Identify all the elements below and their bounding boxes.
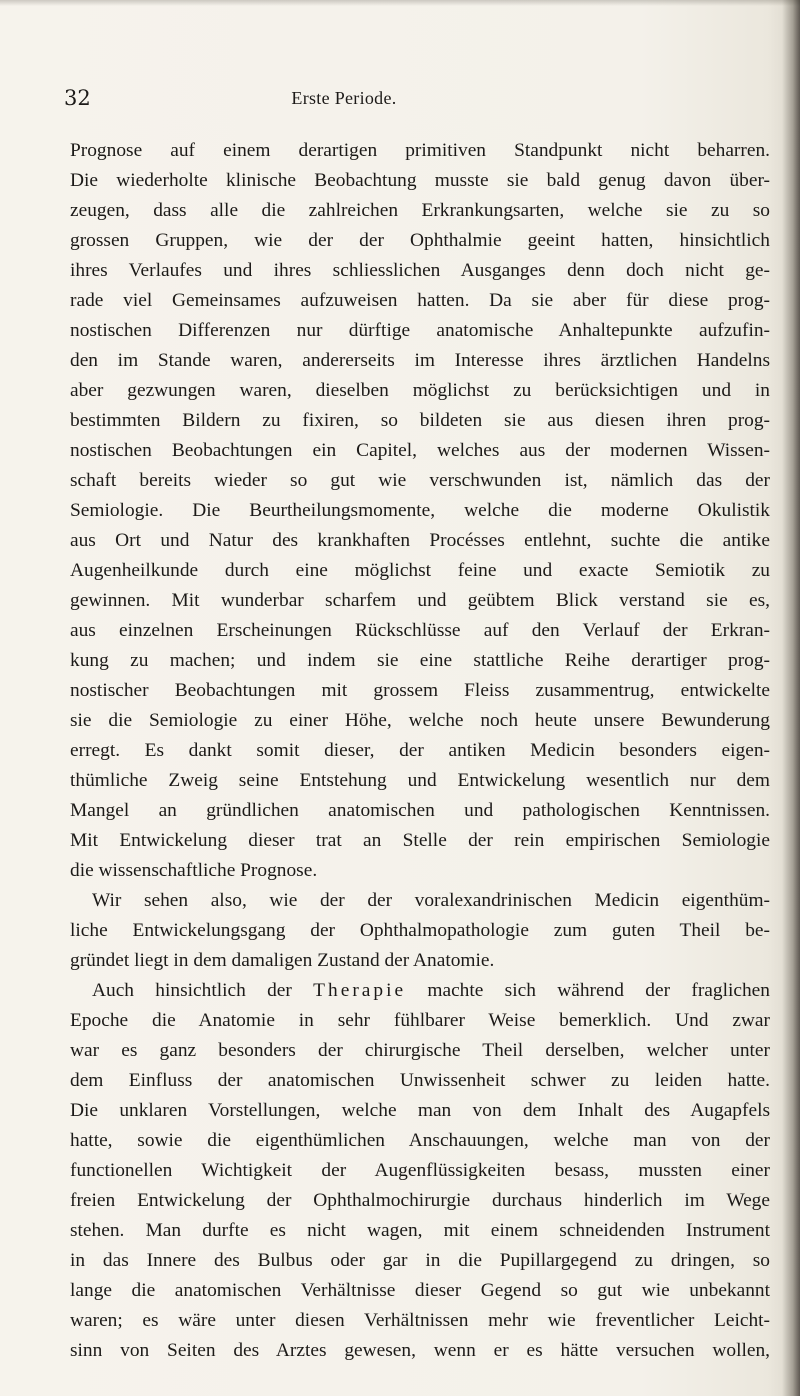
text-line: lange die anatomischen Verhältnisse dieser Gegend so gut wie unbekannt (70, 1280, 770, 1301)
text-line: gewinnen. Mit wunderbar scharfem und geübtem Blick verstand sie es, (70, 590, 770, 611)
paragraph-end-line: die wissenschaftliche Prognose. (70, 860, 318, 881)
text-line: dem Einfluss der anatomischen Unwissenheit schwer zu leiden hatte. (70, 1070, 770, 1091)
text-line: Prognose auf einem derartigen primitiven Standpunkt nicht beharren. (70, 140, 770, 161)
running-head: Erste Periode. (291, 88, 397, 108)
text-line: aus einzelnen Erscheinungen Rückschlüsse auf den Verlauf der Erkran- (70, 620, 770, 641)
text-line: kung zu machen; und indem sie eine stattliche Reihe derartiger prog- (70, 650, 770, 671)
text-line: Mangel an gründlichen anatomischen und pathologischen Kenntnissen. (70, 800, 770, 821)
text-line: bestimmten Bildern zu fixiren, so bildeten sie aus diesen ihren prog- (70, 410, 770, 431)
text-line: freien Entwickelung der Ophthalmochirurgie durchaus hinderlich im Wege (70, 1190, 770, 1211)
text-line: Die unklaren Vorstellungen, welche man von dem Inhalt des Augapfels (70, 1100, 770, 1121)
text-line: rade viel Gemeinsames aufzuweisen hatten. Da sie aber für diese prog- (70, 290, 770, 311)
text-line: war es ganz besonders der chirurgische Theil derselben, welcher unter (70, 1040, 770, 1061)
text-line: in das Innere des Bulbus oder gar in die Pupillargegend zu dringen, so (70, 1250, 770, 1271)
paragraph-end-line: gründet liegt in dem damaligen Zustand der Anatomie. (70, 950, 495, 971)
text-line: hatte, sowie die eigenthümlichen Anschauungen, welche man von der (70, 1130, 770, 1151)
text-line: sie die Semiologie zu einer Höhe, welche noch heute unsere Bewunderung (70, 710, 770, 731)
text-line: ihres Verlaufes und ihres schliesslichen Ausganges denn doch nicht ge- (70, 260, 770, 281)
text-line: liche Entwickelungsgang der Ophthalmopathologie zum guten Theil be- (70, 920, 770, 941)
paragraph-start-line: Wir sehen also, wie der der voralexandrinischen Medicin eigenthüm- (92, 890, 770, 911)
text-line: nostischen Differenzen nur dürftige anatomische Anhaltepunkte aufzufin- (70, 320, 770, 341)
emphasized-term: Therapie (313, 980, 407, 1001)
body-text (70, 136, 770, 1366)
text-line: functionellen Wichtigkeit der Augenflüssigkeiten besass, mussten einer (70, 1160, 770, 1181)
text-line: aus Ort und Natur des krankhaften Procésses entlehnt, suchte die antike (70, 530, 770, 551)
page-header (64, 86, 764, 116)
text-line: waren; es wäre unter diesen Verhältnissen mehr wie freventlicher Leicht- (70, 1310, 770, 1331)
page-number: 32 (64, 86, 91, 110)
text-line: grossen Gruppen, wie der der Ophthalmie geeint hatten, hinsichtlich (70, 230, 770, 251)
text-line: Epoche die Anatomie in sehr fühlbarer Weise bemerklich. Und zwar (70, 1010, 770, 1031)
paragraph-start-line (70, 976, 770, 1006)
text-line: den im Stande waren, andererseits im Interesse ihres ärztlichen Handelns (70, 350, 770, 371)
line-segment: Auch hinsichtlich der (92, 980, 292, 1001)
page-edge-shadow (782, 0, 800, 1396)
text-line: erregt. Es dankt somit dieser, der antiken Medicin besonders eigen- (70, 740, 770, 761)
page-top-shadow (0, 0, 800, 6)
text-line: aber gezwungen waren, dieselben möglichst zu berücksichtigen und in (70, 380, 770, 401)
text-line: Semiologie. Die Beurtheilungsmomente, welche die moderne Okulistik (70, 500, 770, 521)
line-segment: machte sich während der fraglichen (427, 980, 770, 1001)
text-line: thümliche Zweig seine Entstehung und Entwickelung wesentlich nur dem (70, 770, 770, 791)
text-line: Augenheilkunde durch eine möglichst feine und exacte Semiotik zu (70, 560, 770, 581)
text-line: Mit Entwickelung dieser trat an Stelle der rein empirischen Semiologie (70, 830, 770, 851)
text-line: Die wiederholte klinische Beobachtung musste sie bald genug davon über- (70, 170, 770, 191)
text-line: nostischen Beobachtungen ein Capitel, welches aus der modernen Wissen- (70, 440, 770, 461)
text-line: schaft bereits wieder so gut wie verschwunden ist, nämlich das der (70, 470, 770, 491)
text-line: nostischer Beobachtungen mit grossem Fleiss zusammentrug, entwickelte (70, 680, 770, 701)
text-line: sinn von Seiten des Arztes gewesen, wenn er es hätte versuchen wollen, (70, 1340, 770, 1361)
text-line: zeugen, dass alle die zahlreichen Erkrankungsarten, welche sie zu so (70, 200, 770, 221)
text-line: stehen. Man durfte es nicht wagen, mit einem schneidenden Instrument (70, 1220, 770, 1241)
